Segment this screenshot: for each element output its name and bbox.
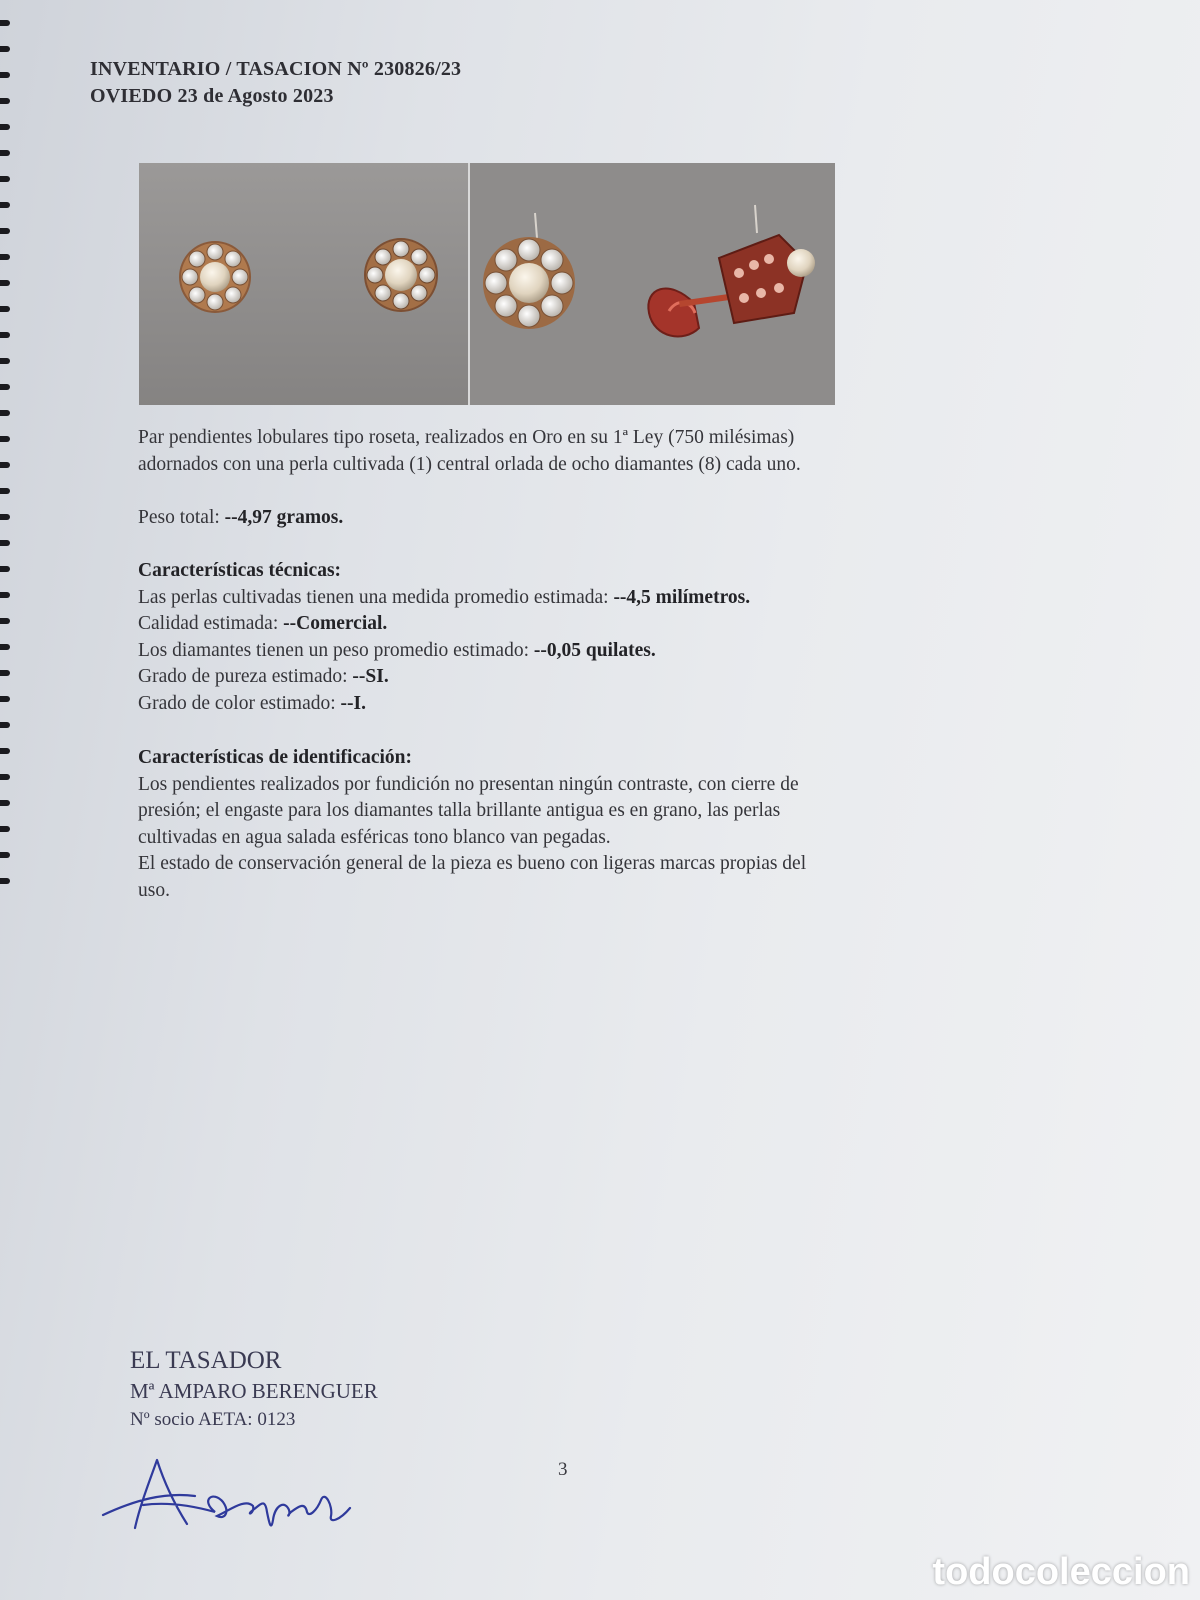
appraiser-role: EL TASADOR (130, 1347, 282, 1374)
technical-section (138, 558, 968, 717)
identification-line: presión; el engaste para los diamantes talla brillante antigua es en grano, las perlas (138, 800, 781, 821)
technical-row: Calidad estimada: --Comercial. (138, 613, 388, 634)
technical-row: Los diamantes tienen un peso promedio estimado: --0,05 quilates. (138, 639, 656, 661)
earrings-photo-icon (139, 163, 835, 405)
weight-value: --4,97 gramos. (224, 507, 344, 528)
identification-line: cultivadas en agua salada esféricas tono blanco van pegadas. (138, 826, 611, 848)
identification-heading: Características de identificación: (138, 747, 413, 768)
place-date: OVIEDO 23 de Agosto 2023 (90, 85, 334, 107)
technical-row: Grado de pureza estimado: --SI. (138, 666, 389, 687)
technical-row: Las perlas cultivadas tienen una medida promedio estimada: --4,5 milímetros. (138, 586, 751, 608)
weight-label: Peso total: (138, 507, 225, 528)
page-number: 3 (558, 1459, 568, 1480)
todocoleccion-watermark: todocoleccion (932, 1551, 1190, 1593)
member-number: Nº socio AETA: 0123 (130, 1409, 296, 1430)
technical-row: Grado de color estimado: --I. (138, 692, 366, 714)
signature (95, 1450, 365, 1540)
earrings-photo (139, 163, 835, 405)
spiral-binding (0, 20, 14, 920)
total-weight (138, 505, 968, 532)
identification-line: Los pendientes realizados por fundición no presentan ningún contraste, con cierre de (138, 773, 799, 795)
document-title: INVENTARIO / TASACION Nº 230826/23 (90, 58, 462, 80)
description-line: Par pendientes lobulares tipo roseta, realizados en Oro en su 1ª Ley (750 milésimas) (138, 427, 795, 448)
identification-line: uso. (138, 879, 170, 901)
appraiser-name: Mª AMPARO BERENGUER (130, 1379, 378, 1403)
item-description (138, 425, 968, 478)
identification-line: El estado de conservación general de la pieza es bueno con ligeras marcas propias del (138, 853, 807, 874)
technical-heading: Características técnicas: (138, 560, 342, 581)
identification-section (138, 745, 968, 904)
description-line: adornados con una perla cultivada (1) central orlada de ocho diamantes (8) cada uno. (138, 453, 801, 475)
